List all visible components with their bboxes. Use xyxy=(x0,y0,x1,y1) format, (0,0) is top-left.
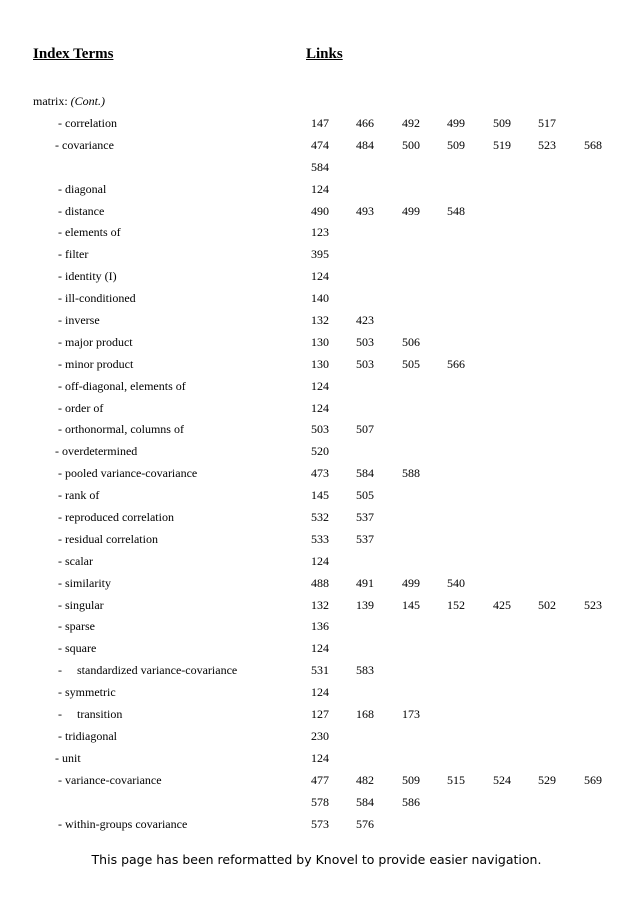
page-link[interactable]: 529 xyxy=(538,772,556,787)
index-entry-row xyxy=(0,750,633,772)
index-entry-row xyxy=(0,487,633,509)
index-term: - standardized variance-covariance xyxy=(58,663,238,678)
index-entry-row xyxy=(0,772,633,794)
index-entry-list xyxy=(0,115,633,837)
page-link[interactable]: 130 xyxy=(311,334,329,349)
index-term: - covariance xyxy=(55,137,114,152)
index-term: - variance-covariance xyxy=(58,772,162,787)
page-link[interactable]: 395 xyxy=(311,247,329,262)
page-link[interactable]: 140 xyxy=(311,291,329,306)
page-link[interactable]: 509 xyxy=(493,116,511,130)
index-entry-row xyxy=(0,290,633,312)
page-link[interactable]: 139 xyxy=(356,597,374,612)
index-entry-row xyxy=(0,640,633,662)
index-term: - similarity xyxy=(58,575,111,590)
index-entry-row xyxy=(0,443,633,465)
index-entry-row xyxy=(0,224,633,246)
page-link[interactable]: 540 xyxy=(447,575,465,590)
page-link[interactable]: 130 xyxy=(311,356,329,371)
page-link[interactable]: 537 xyxy=(356,510,374,525)
index-entry-row xyxy=(0,400,633,422)
index-term: - square xyxy=(58,641,97,656)
page-link[interactable]: 509 xyxy=(402,772,420,787)
page-link[interactable]: 136 xyxy=(311,619,329,634)
page-link[interactable]: 505 xyxy=(402,356,420,371)
page-link[interactable]: 127 xyxy=(311,707,329,722)
page-link[interactable]: 124 xyxy=(311,685,329,700)
index-term: - overdetermined xyxy=(55,444,138,459)
page-link[interactable]: 230 xyxy=(311,728,329,743)
index-entry-row xyxy=(0,662,633,684)
index-term: - sparse xyxy=(58,619,95,634)
page-link[interactable]: 491 xyxy=(356,575,374,590)
page-link[interactable]: 499 xyxy=(447,116,465,130)
index-term: - unit xyxy=(55,750,81,765)
page-link[interactable]: 566 xyxy=(447,356,465,371)
page-link[interactable]: 425 xyxy=(493,597,511,612)
index-entry-row xyxy=(0,618,633,640)
page-link[interactable]: 490 xyxy=(311,203,329,218)
index-term: - residual correlation xyxy=(58,531,158,546)
page-link[interactable]: 583 xyxy=(356,663,374,678)
page-link[interactable]: 586 xyxy=(402,794,420,809)
section-heading xyxy=(33,94,105,109)
index-entry-row xyxy=(0,334,633,356)
page-link[interactable]: 537 xyxy=(356,531,374,546)
page-link[interactable]: 568 xyxy=(584,137,602,152)
page-link[interactable]: 474 xyxy=(311,137,329,152)
page-link[interactable]: 588 xyxy=(402,466,420,481)
page-link[interactable]: 502 xyxy=(538,597,556,612)
page-link[interactable]: 493 xyxy=(356,203,374,218)
index-term: - correlation xyxy=(58,116,117,130)
page-link[interactable]: 524 xyxy=(493,772,511,787)
page-link[interactable]: 124 xyxy=(311,269,329,284)
index-entry-row xyxy=(0,553,633,575)
page-link[interactable]: 132 xyxy=(311,597,329,612)
footer-note: This page has been reformatted by Knovel to provide easier navigation. xyxy=(91,852,542,867)
page-link[interactable]: 532 xyxy=(311,510,329,525)
page-link[interactable]: 505 xyxy=(356,488,374,503)
index-entry-row xyxy=(0,531,633,553)
page-link[interactable]: 145 xyxy=(402,597,420,612)
index-entry-row xyxy=(0,181,633,203)
index-entry-row xyxy=(0,816,633,838)
index-term: - inverse xyxy=(58,313,100,328)
page-link[interactable]: 503 xyxy=(311,422,329,437)
page-link[interactable]: 466 xyxy=(356,116,374,130)
index-term: - scalar xyxy=(58,553,93,568)
links-heading: Links xyxy=(306,46,343,62)
page-link[interactable]: 506 xyxy=(402,334,420,349)
page-link[interactable]: 584 xyxy=(311,159,329,174)
page-link[interactable]: 124 xyxy=(311,641,329,656)
page-link[interactable]: 515 xyxy=(447,772,465,787)
page-link[interactable]: 173 xyxy=(402,707,420,722)
index-term: - off-diagonal, elements of xyxy=(58,378,186,393)
index-term: - symmetric xyxy=(58,685,116,700)
page-link[interactable]: 145 xyxy=(311,488,329,503)
index-entry-row xyxy=(0,115,633,137)
page-link[interactable]: 168 xyxy=(356,707,374,722)
page-link[interactable]: 492 xyxy=(402,116,420,130)
index-term: - orthonormal, columns of xyxy=(58,422,184,437)
index-entry-row xyxy=(0,356,633,378)
index-entry-row xyxy=(0,378,633,400)
page-link[interactable]: 124 xyxy=(311,181,329,196)
page-link[interactable]: 573 xyxy=(311,816,329,831)
index-entry-row xyxy=(0,137,633,159)
index-term: - reproduced correlation xyxy=(58,510,174,525)
page-link[interactable]: 499 xyxy=(402,575,420,590)
index-term: - minor product xyxy=(58,356,134,371)
index-entry-row xyxy=(0,706,633,728)
index-term: - diagonal xyxy=(58,181,107,196)
page-link[interactable]: 520 xyxy=(311,444,329,459)
page-link[interactable]: 503 xyxy=(356,356,374,371)
index-entry-row xyxy=(0,159,633,181)
index-term: - rank of xyxy=(58,488,100,503)
page-link[interactable]: 124 xyxy=(311,400,329,415)
page-link[interactable]: 509 xyxy=(447,137,465,152)
index-term: - transition xyxy=(58,707,123,722)
page-link[interactable]: 517 xyxy=(538,116,556,130)
index-entry-row xyxy=(0,246,633,268)
page-link[interactable]: 503 xyxy=(356,334,374,349)
page-link[interactable]: 531 xyxy=(311,663,329,678)
page-link[interactable]: 477 xyxy=(311,772,329,787)
page-link[interactable]: 482 xyxy=(356,772,374,787)
index-entry-row xyxy=(0,268,633,290)
index-entry-row xyxy=(0,421,633,443)
index-term: - identity (I) xyxy=(58,269,117,284)
page-link[interactable]: 519 xyxy=(493,137,511,152)
page-link[interactable]: 507 xyxy=(356,422,374,437)
index-entry-row xyxy=(0,312,633,334)
page-link[interactable]: 152 xyxy=(447,597,465,612)
page-link[interactable]: 523 xyxy=(538,137,556,152)
index-term: - distance xyxy=(58,203,105,218)
index-entry-row xyxy=(0,575,633,597)
index-entry-row xyxy=(0,203,633,225)
section-cont: (Cont.) xyxy=(70,94,106,108)
index-term: - tridiagonal xyxy=(58,728,117,743)
page-link[interactable]: 488 xyxy=(311,575,329,590)
page-link[interactable]: 124 xyxy=(311,750,329,765)
index-term: - singular xyxy=(58,597,104,612)
page-link[interactable]: 147 xyxy=(311,116,329,130)
page-link[interactable]: 473 xyxy=(311,466,329,481)
page-link[interactable]: 132 xyxy=(311,313,329,328)
index-entry-row xyxy=(0,794,633,816)
page-link[interactable]: 124 xyxy=(311,378,329,393)
index-term: - ill-conditioned xyxy=(58,291,136,306)
index-term: - major product xyxy=(58,334,133,349)
page-link[interactable]: 576 xyxy=(356,816,374,831)
page-link[interactable]: 500 xyxy=(402,137,420,152)
index-term: - elements of xyxy=(58,225,121,240)
index-term: - filter xyxy=(58,247,89,262)
index-entry-row xyxy=(0,684,633,706)
page-link[interactable]: 484 xyxy=(356,137,374,152)
page-link[interactable]: 499 xyxy=(402,203,420,218)
index-entry-row xyxy=(0,597,633,619)
page-link[interactable]: 578 xyxy=(311,794,329,809)
index-term: - pooled variance-covariance xyxy=(58,466,198,481)
index-term: - order of xyxy=(58,400,104,415)
index-entry-row xyxy=(0,728,633,750)
page-link[interactable]: 569 xyxy=(584,772,602,787)
page-link[interactable]: 123 xyxy=(311,225,329,240)
page-link[interactable]: 124 xyxy=(311,553,329,568)
page-link[interactable]: 584 xyxy=(356,466,374,481)
page-link[interactable]: 533 xyxy=(311,531,329,546)
index-entry-row xyxy=(0,509,633,531)
index-terms-heading: Index Terms xyxy=(33,46,114,62)
index-term: - within-groups covariance xyxy=(58,816,188,831)
index-entry-row xyxy=(0,465,633,487)
page-link[interactable]: 523 xyxy=(584,597,602,612)
page-link[interactable]: 584 xyxy=(356,794,374,809)
page-link[interactable]: 423 xyxy=(356,313,374,328)
page-link[interactable]: 548 xyxy=(447,203,465,218)
section-term: matrix: xyxy=(33,94,68,108)
